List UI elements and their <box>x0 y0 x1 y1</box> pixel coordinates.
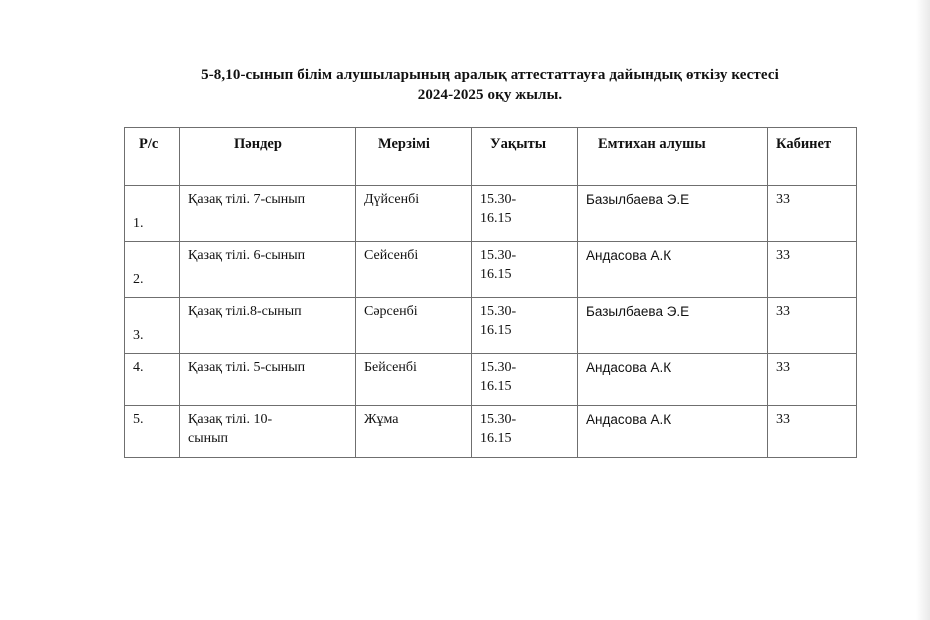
page-edge-shadow <box>916 0 930 620</box>
row-time-end: 16.15 <box>480 267 512 282</box>
row-day: Жұма <box>356 406 472 458</box>
row-day: Сейсенбі <box>356 242 472 298</box>
row-day: Дүйсенбі <box>356 186 472 242</box>
row-room: 33 <box>768 406 857 458</box>
row-time-end: 16.15 <box>480 323 512 338</box>
column-header-time: Уақыты <box>472 128 578 186</box>
table-header-row <box>125 128 857 186</box>
row-time-start: 15.30- <box>480 360 517 375</box>
row-time-end: 16.15 <box>480 379 512 394</box>
row-subject-line1: Қазақ тілі. 10- <box>188 412 273 427</box>
column-header-examiner: Емтихан алушы <box>578 128 768 186</box>
row-examiner: Андасова А.К <box>578 406 768 458</box>
row-subject: Қазақ тілі. 7-сынып <box>180 186 356 242</box>
row-time-start: 15.30- <box>480 304 517 319</box>
row-room: 33 <box>768 186 857 242</box>
document-subtitle-year: 2024-2025 оқу жылы. <box>417 87 563 103</box>
row-room: 33 <box>768 298 857 354</box>
row-day: Бейсенбі <box>356 354 472 406</box>
row-number: 1. <box>125 186 180 242</box>
row-day: Сәрсенбі <box>356 298 472 354</box>
row-number: 5. <box>125 406 180 458</box>
schedule-table <box>124 127 857 458</box>
column-header-subjects: Пәндер <box>180 128 356 186</box>
row-time-end: 16.15 <box>480 211 512 226</box>
row-subject: Қазақ тілі. 6-сынып <box>180 242 356 298</box>
row-number: 4. <box>125 354 180 406</box>
column-header-date: Мерзімі <box>356 128 472 186</box>
row-subject <box>180 406 356 458</box>
document-title: 5-8,10-сынып білім алушыларының аралық аттестаттауға дайындық өткізу кестесі <box>201 67 779 83</box>
row-time-start: 15.30- <box>480 412 517 427</box>
row-time-start: 15.30- <box>480 248 517 263</box>
row-subject: Қазақ тілі. 5-сынып <box>180 354 356 406</box>
row-subject-line2: сынып <box>188 431 229 446</box>
column-header-number: Р/с <box>125 128 180 186</box>
column-header-room: Кабинет <box>768 128 857 186</box>
row-time <box>472 242 578 298</box>
row-time <box>472 406 578 458</box>
row-examiner: Базылбаева Э.Е <box>578 186 768 242</box>
table-row <box>125 242 857 298</box>
table-row <box>125 298 857 354</box>
row-examiner: Андасова А.К <box>578 354 768 406</box>
row-number: 2. <box>125 242 180 298</box>
row-room: 33 <box>768 354 857 406</box>
row-examiner: Базылбаева Э.Е <box>578 298 768 354</box>
row-examiner: Андасова А.К <box>578 242 768 298</box>
row-time <box>472 298 578 354</box>
row-time-end: 16.15 <box>480 431 512 446</box>
table-row <box>125 354 857 406</box>
row-room: 33 <box>768 242 857 298</box>
table-row <box>125 186 857 242</box>
row-time <box>472 186 578 242</box>
row-time <box>472 354 578 406</box>
row-time-start: 15.30- <box>480 192 517 207</box>
row-subject: Қазақ тілі.8-сынып <box>180 298 356 354</box>
row-number: 3. <box>125 298 180 354</box>
table-row <box>125 406 857 458</box>
